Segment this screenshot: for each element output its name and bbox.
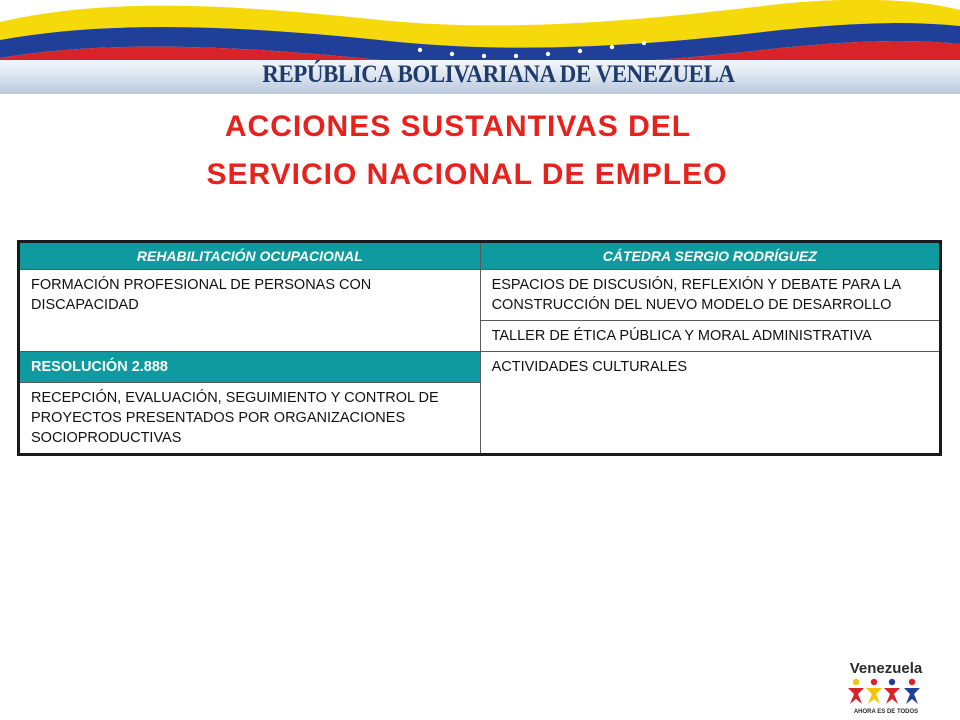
flag-banner — [0, 0, 960, 96]
cell-formacion-profesional: FORMACIÓN PROFESIONAL DE PERSONAS CON DISCAPACIDAD — [19, 270, 481, 352]
cell-recepcion-proyectos: RECEPCIÓN, EVALUACIÓN, SEGUIMIENTO Y CONTROL DE PROYECTOS PRESENTADOS POR ORGANIZACIONES SOCIOPRODUCTIVAS — [19, 383, 481, 455]
people-icon — [848, 679, 920, 704]
banner-title: REPÚBLICA BOLIVARIANA DE VENEZUELA — [262, 61, 735, 88]
table-row — [19, 270, 941, 321]
cell-actividades-culturales: ACTIVIDADES CULTURALES — [480, 352, 940, 455]
column-header-rehabilitacion: REHABILITACIÓN OCUPACIONAL — [19, 242, 481, 270]
column-header-catedra: CÁTEDRA SERGIO RODRÍGUEZ — [480, 242, 940, 270]
actions-table — [17, 240, 942, 456]
logo-tagline: AHORA ES DE TODOS — [853, 709, 919, 715]
table-header-row — [19, 242, 941, 270]
venezuela-logo — [842, 658, 930, 716]
cell-taller-etica: TALLER DE ÉTICA PÚBLICA Y MORAL ADMINISTRATIVA — [480, 321, 940, 352]
cell-espacios-discusion: ESPACIOS DE DISCUSIÓN, REFLEXIÓN Y DEBATE PARA LA CONSTRUCCIÓN DEL NUEVO MODELO DE DESARROLLO — [480, 270, 940, 321]
logo-wordmark: Venezuela — [849, 660, 923, 677]
table-row — [19, 352, 941, 383]
page-title-line-2: SERVICIO NACIONAL DE EMPLEO — [206, 158, 728, 191]
page-title-line-1: ACCIONES SUSTANTIVAS DEL — [224, 110, 692, 143]
cell-resolucion-header: RESOLUCIÓN 2.888 — [19, 352, 481, 383]
